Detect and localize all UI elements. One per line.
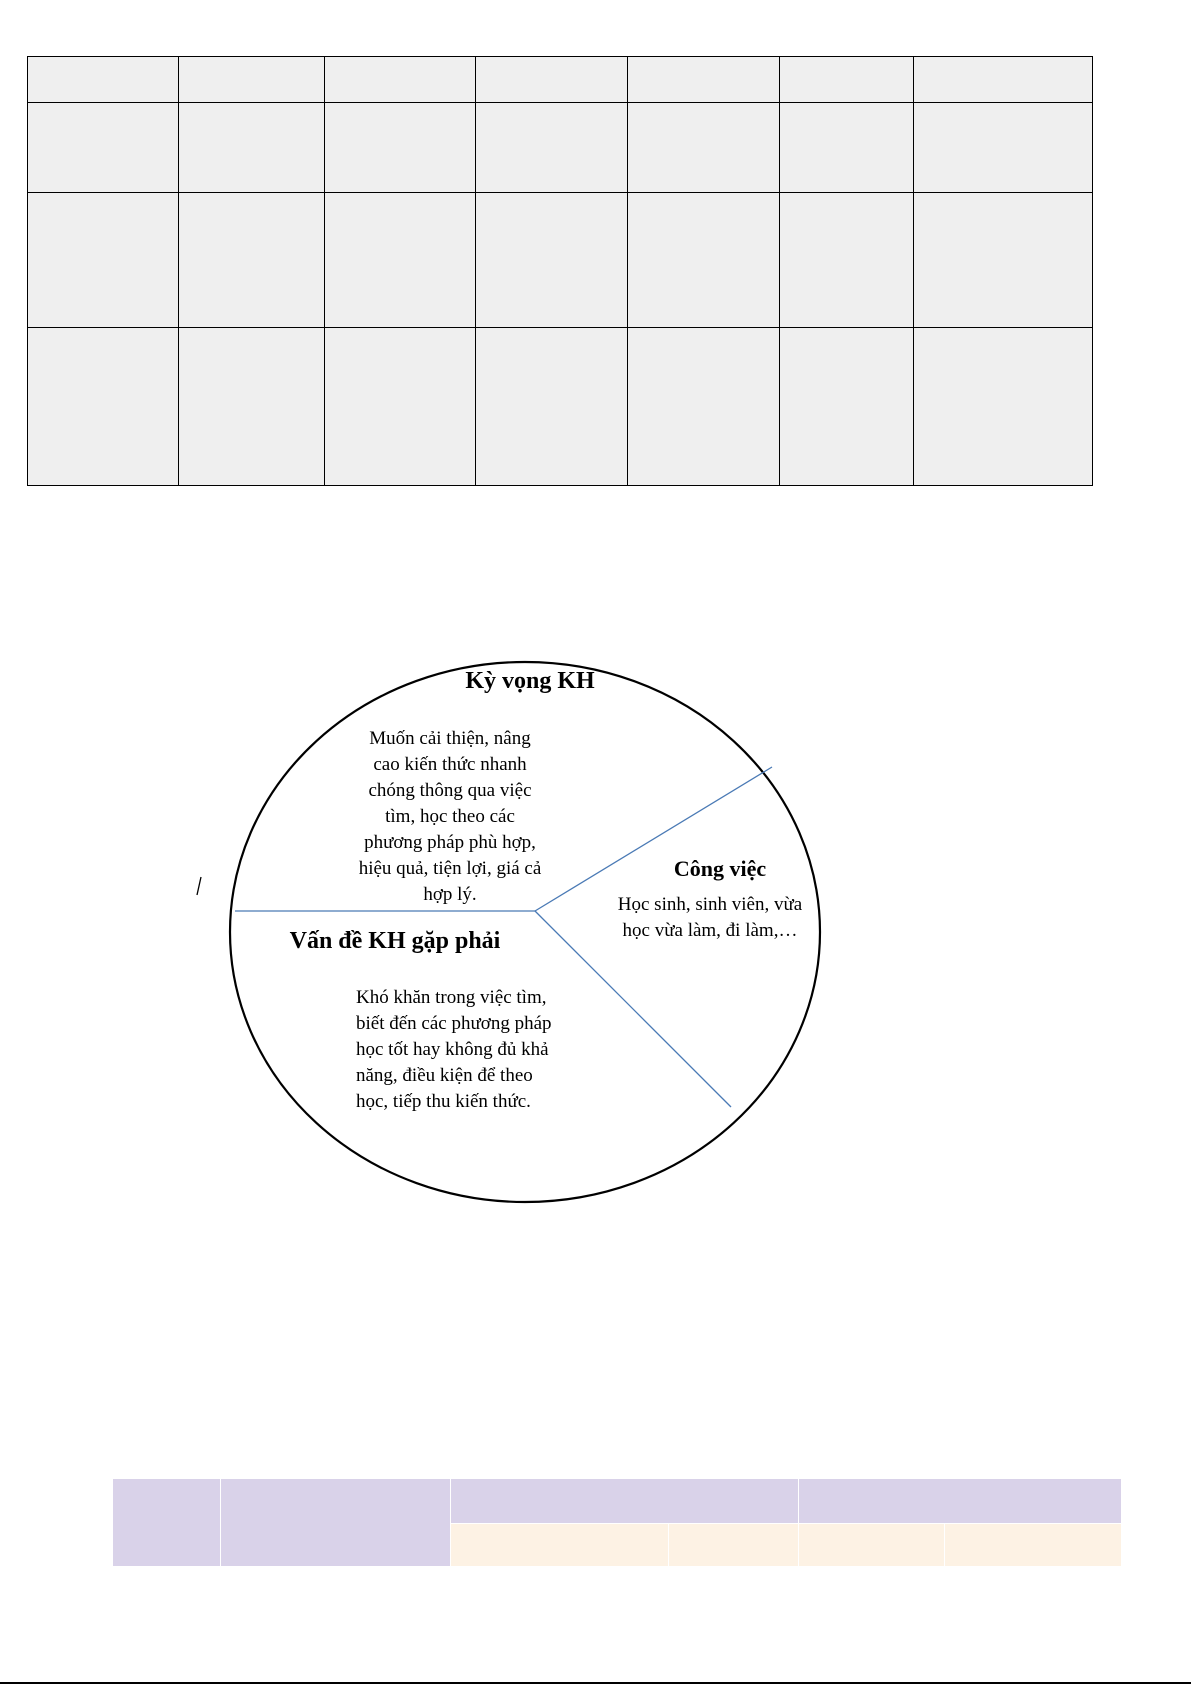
header-cell (451, 1479, 799, 1524)
subheader-cell (451, 1524, 669, 1567)
job-line: học vừa làm, đi làm,… (622, 920, 798, 941)
expectation-line: chóng thông qua việc (368, 780, 532, 801)
job-text (580, 892, 840, 944)
problem-line: học, tiếp thu kiến thức. (356, 1091, 531, 1112)
problem-heading: Vấn đề KH gặp phải (289, 928, 501, 954)
expectation-line: hiệu quả, tiện lợi, giá cả (358, 858, 542, 879)
table-row (113, 1479, 1122, 1524)
header-cell (799, 1479, 1122, 1524)
header-cell (221, 1479, 451, 1567)
expectation-line: hợp lý. (423, 884, 477, 905)
page-bottom-rule (0, 1682, 1191, 1684)
expectation-line: cao kiến thức nhanh (373, 754, 527, 775)
problem-line: học tốt hay không đủ khả (356, 1039, 549, 1060)
expectation-line: tìm, học theo các (385, 806, 515, 827)
subheader-cell (945, 1524, 1122, 1567)
problem-line: Khó khăn trong việc tìm, (356, 987, 547, 1008)
problem-text (356, 985, 552, 1115)
header-cell (113, 1479, 221, 1567)
problem-line: năng, điều kiện để theo (356, 1065, 533, 1086)
subheader-cell (669, 1524, 799, 1567)
expectation-text (300, 726, 600, 908)
subheader-cell (799, 1524, 945, 1567)
expectation-line: Muốn cải thiện, nâng (369, 728, 531, 749)
job-line: Học sinh, sinh viên, vừa (617, 894, 803, 915)
expectation-heading: Kỳ vọng KH (465, 668, 595, 694)
expectation-line: phương pháp phù hợp, (364, 832, 536, 853)
bottom-table-header (112, 1478, 1122, 1567)
job-heading: Công việc (673, 856, 767, 881)
problem-line: biết đến các phương pháp (356, 1013, 552, 1034)
stray-mark (197, 877, 201, 895)
